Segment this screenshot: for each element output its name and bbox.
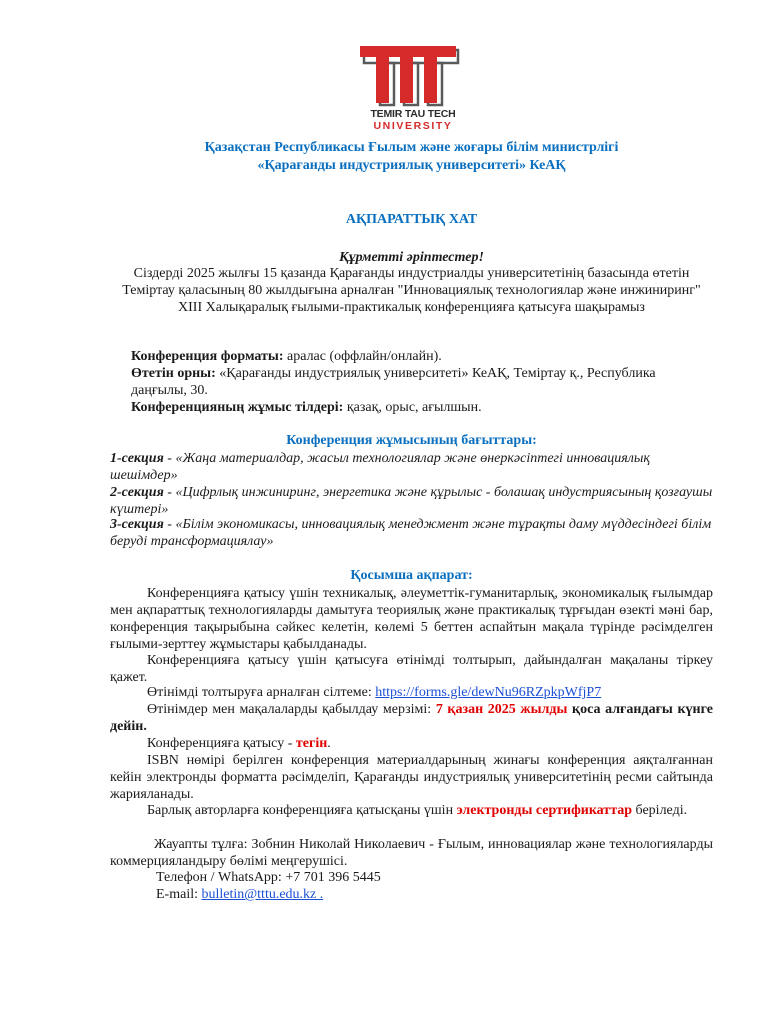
paragraph-isbn: ISBN нөмірі берілген конференция материалдарының жинағы конференция аяқталғаннан кейін электронды форматта рәсімделіп, Қарағанды индустриялық университетінің ресми сайтында жарияланады. [110,753,713,802]
venue-label: Өтетін орны: [131,366,216,381]
conference-venue [131,365,691,399]
logo-text-line2: UNIVERSITY [373,120,453,132]
format-value: аралас (оффлайн/онлайн). [283,349,442,364]
paragraph-requirements: Конференцияға қатысу үшін техникалық, әлеуметтік-гуманитарлық, экономикалық ғылымдар мен ақпараттық технологияларды дамытуға теориялық және практикалық тұрғыдан өзекті мәні бар, конференция тақырыбына сәйкес келетін, көлемі 5 беттен аспайтын мақала түрінде рәсімделген ғылыми-зерттеу жұмыстары қабылданады. [110,586,713,652]
section-3-sep: - [163,517,176,532]
greeting: Құрметті әріптестер! [339,250,484,265]
section-2-sep: - [163,485,176,500]
extra-info-heading: Қосымша ақпарат: [350,568,473,583]
directions-heading: Конференция жұмысының бағыттары: [286,433,537,448]
contact-person: Жауапты тұлға: Зобнин Николай Николаевич - Ғылым, инновациялар және технологияларды коммерцияландыру бөлімі меңгерушісі. [110,837,713,869]
deadline-label: Өтінімдер мен мақалаларды қабылдау мерзімі: [147,702,436,717]
deadline-tail: қоса алғандағы күнге дейін. [110,702,713,734]
logo-text-line1: TEMIR TAU TECH [370,108,456,120]
paragraph-certificates [110,802,713,819]
deadline-date: 7 қазан 2025 жылды [435,702,568,717]
section-1-num: 1-секция [110,451,164,466]
contact-phone: Телефон / WhatsApp: +7 701 396 5445 [156,870,381,885]
email-label: E-mail: [156,887,202,902]
certificates-end: беріледі. [632,803,688,818]
invitation-text: Сіздерді 2025 жылғы 15 қазанда Қарағанды индустриалды университетінің базасында өтетін Теміртау қаласының 80 жылдығына арналған "Инновациялық технологиялар және инжиниринг" XIII Халықаралық ғылыми-практикалық конференцияға қатысуға шақырамыз [122,266,701,315]
conference-languages [131,399,691,417]
section-1 [110,450,713,484]
link-label: Өтінімді толтыруға арналған сілтеме: [147,685,376,700]
fee-end: . [327,736,331,751]
paragraph-fee [110,735,713,752]
section-3-title: «Білім экономикасы, инновациялық менеджмент және тұрақты даму мүддесіндегі білім беруді трансформациялау» [110,517,712,549]
contact-email [156,886,716,903]
languages-label: Конференцияның жұмыс тілдері: [131,400,344,415]
certificates-highlight: электронды сертификаттар [456,803,633,818]
paragraph-link [110,684,713,701]
registration-form-link[interactable]: https://forms.gle/dewNu96RZpkpWfjP7 [375,685,602,700]
section-2-num: 2-секция [110,485,164,500]
fee-free: тегін [295,736,328,751]
venue-value: «Қарағанды индустриялық университеті» КеАҚ, Теміртау қ., Республика даңғылы, 30. [131,366,656,398]
section-1-title: «Жаңа материалдар, жасыл технологиялар және өнеркәсіптегі инновациялық шешімдер» [110,451,650,483]
paragraph-registration: Конференцияға қатысу үшін қатысуға өтінімді толтырып, дайындалған мақаланы тіркеу қажет. [110,653,713,685]
section-3 [110,516,713,550]
document-title: АҚПАРАТТЫҚ ХАТ [345,212,478,227]
conference-format [131,348,691,366]
languages-value: қазақ, орыс, ағылшын. [343,400,482,415]
section-2-title: «Цифрлық инжиниринг, энергетика және құрылыс - болашақ индустриясының қозғаушы күштері» [110,485,713,517]
certificates-label: Барлық авторларға конференцияға қатысқаны үшін [147,803,457,818]
email-link[interactable]: bulletin@tttu.edu.kz . [201,887,324,902]
paragraph-deadline [110,701,713,735]
university-heading: «Қарағанды индустриялық университеті» КеАҚ [257,158,566,173]
section-1-sep: - [163,451,176,466]
section-3-num: 3-секция [110,517,164,532]
section-2 [110,484,713,518]
fee-label: Конференцияға қатысу - [147,736,296,751]
ministry-heading: Қазақстан Республикасы Ғылым және жоғары білім министрлігі [204,140,619,155]
format-label: Конференция форматы: [131,349,284,364]
